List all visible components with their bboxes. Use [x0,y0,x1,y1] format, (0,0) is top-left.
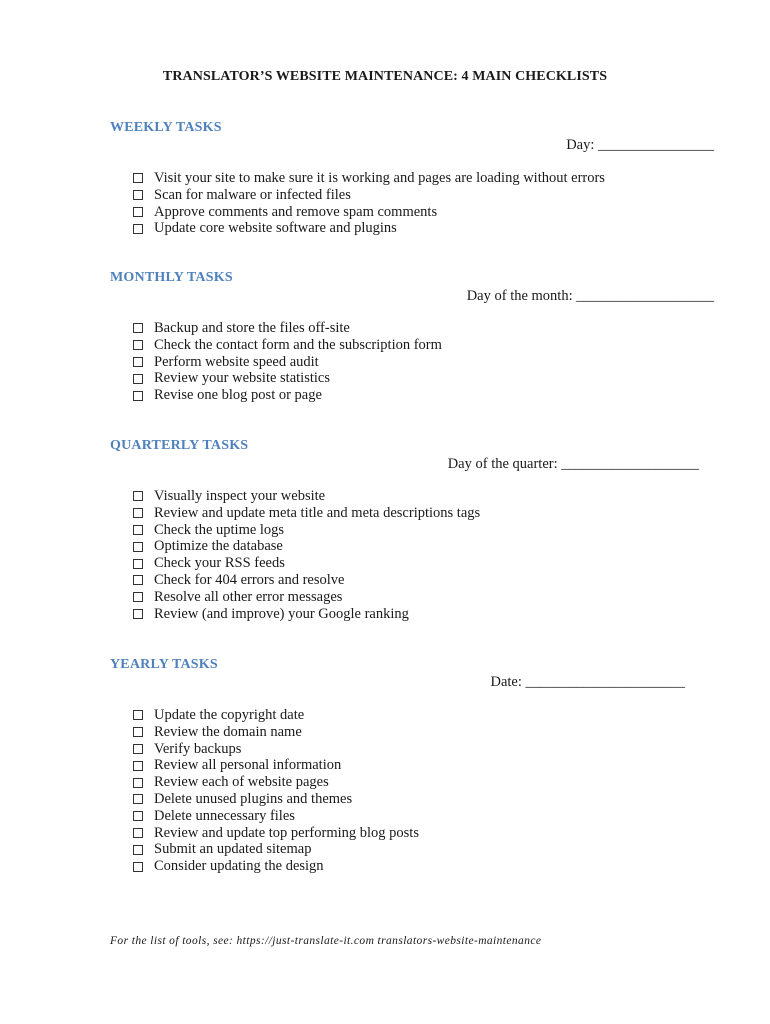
weekly-day-field[interactable]: Day: ________________ [566,137,714,153]
checkbox[interactable] [133,710,143,720]
list-item [133,589,480,606]
list-item [133,707,419,724]
list-item [133,724,419,741]
list-item [133,606,480,623]
list-item [133,354,442,371]
list-item [133,858,419,875]
task-label: Revise one blog post or page [154,387,322,404]
list-item [133,741,419,758]
monthly-heading: MONTHLY TASKS [110,270,233,285]
list-item [133,774,419,791]
list-item [133,488,480,505]
list-item [133,572,480,589]
checkbox[interactable] [133,592,143,602]
checkbox[interactable] [133,391,143,401]
task-label: Check for 404 errors and resolve [154,571,345,588]
list-item [133,522,480,539]
checkbox[interactable] [133,525,143,535]
task-label: Approve comments and remove spam comments [154,203,438,220]
checkbox[interactable] [133,207,143,217]
task-label: Update core website software and plugins [154,220,397,237]
checkbox[interactable] [133,491,143,501]
task-label: Perform website speed audit [154,353,319,370]
task-label: Visit your site to make sure it is working and pages are loading without errors [154,170,605,186]
list-item [133,170,605,187]
task-label: Backup and store the files off-site [154,320,350,336]
task-label: Review and update top performing blog posts [154,824,419,841]
yearly-task-list [133,707,419,875]
checkbox[interactable] [133,542,143,552]
weekly-heading: WEEKLY TASKS [110,120,222,135]
checkbox[interactable] [133,559,143,569]
checkbox[interactable] [133,862,143,872]
page-title: TRANSLATOR’S WEBSITE MAINTENANCE: 4 MAIN CHECKLISTS [162,69,608,84]
task-label: Delete unnecessary files [154,807,295,824]
quarterly-heading: QUARTERLY TASKS [110,438,249,453]
yearly-date-field[interactable]: Date: ______________________ [490,674,685,690]
checkbox[interactable] [133,190,143,200]
checkbox[interactable] [133,508,143,518]
task-label: Review all personal information [154,757,342,774]
monthly-task-list [133,320,442,404]
list-item [133,187,605,204]
checkbox[interactable] [133,828,143,838]
list-item [133,841,419,858]
list-item [133,505,480,522]
task-label: Review the domain name [154,723,302,740]
task-label: Verify backups [154,740,242,757]
list-item [133,808,419,825]
task-label: Review your website statistics [154,370,330,387]
task-label: Resolve all other error messages [154,588,343,605]
checkbox[interactable] [133,845,143,855]
task-label: Check your RSS feeds [154,555,285,572]
checkbox[interactable] [133,173,143,183]
footer-note: For the list of tools, see: https://just-translate-it.com translators-website-maintenance [110,935,542,947]
task-label: Consider updating the design [154,858,324,875]
list-item [133,791,419,808]
checkbox[interactable] [133,744,143,754]
task-label: Check the contact form and the subscription form [154,336,442,353]
checkbox[interactable] [133,778,143,788]
list-item [133,370,442,387]
checkbox[interactable] [133,794,143,804]
quarterly-task-list [133,488,480,622]
checkbox[interactable] [133,224,143,234]
list-item [133,220,605,237]
quarterly-day-field[interactable]: Day of the quarter: ___________________ [447,456,699,472]
list-item [133,337,442,354]
task-label: Review (and improve) your Google ranking [154,605,409,622]
checkbox[interactable] [133,727,143,737]
monthly-day-field[interactable]: Day of the month: ___________________ [466,288,714,304]
list-item [133,320,442,337]
list-item [133,387,442,404]
list-item [133,538,480,555]
task-label: Review each of website pages [154,774,329,791]
task-label: Scan for malware or infected files [154,186,351,203]
checkbox[interactable] [133,761,143,771]
task-label: Review and update meta title and meta descriptions tags [154,504,481,521]
task-label: Update the copyright date [154,707,305,723]
list-item [133,757,419,774]
checkbox[interactable] [133,811,143,821]
task-label: Visually inspect your website [154,488,326,504]
task-label: Delete unused plugins and themes [154,790,353,807]
checkbox[interactable] [133,323,143,333]
checkbox[interactable] [133,374,143,384]
list-item [133,555,480,572]
checkbox[interactable] [133,340,143,350]
yearly-heading: YEARLY TASKS [110,657,218,672]
task-label: Check the uptime logs [154,521,285,538]
checkbox[interactable] [133,609,143,619]
checkbox[interactable] [133,575,143,585]
task-label: Optimize the database [154,538,283,555]
list-item [133,204,605,221]
checkbox[interactable] [133,357,143,367]
weekly-task-list [133,170,605,237]
list-item [133,825,419,842]
task-label: Submit an updated sitemap [154,841,312,858]
